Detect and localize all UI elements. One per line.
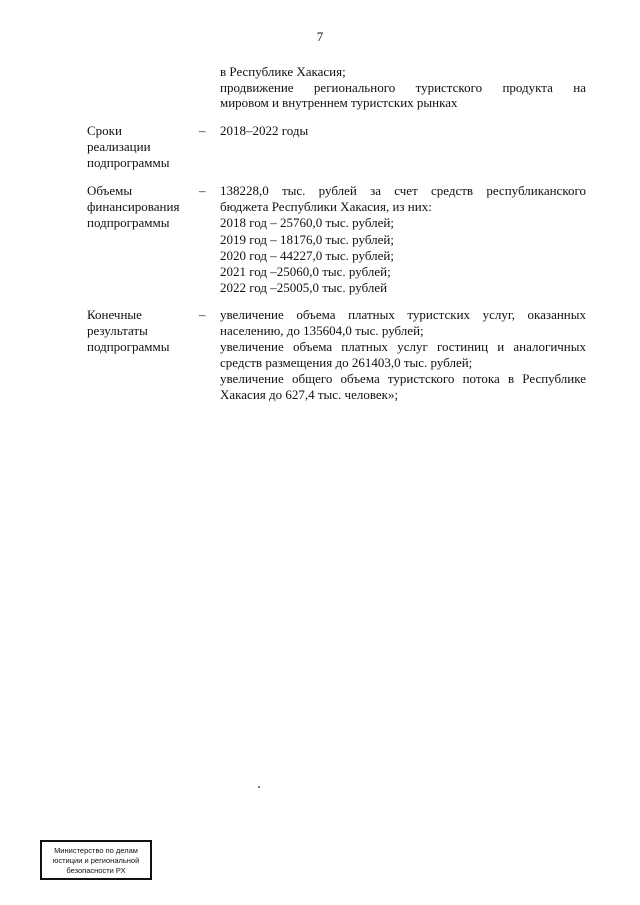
content-line: 138228,0 тыс. рублей за счет средств республиканского (220, 183, 586, 198)
content-line: бюджета Республики Хакасия, из них: (220, 199, 432, 215)
funding-content (220, 183, 586, 296)
content-line: 2018 год – 25760,0 тыс. рублей; (220, 215, 394, 231)
label-line: подпрограммы (87, 155, 170, 170)
label-line: Объемы (87, 183, 133, 198)
label-line: подпрограммы (87, 339, 170, 354)
label-line: Конечные (87, 307, 142, 322)
label-line: результаты (87, 323, 148, 338)
content-line: увеличение объема платных услуг гостиниц и аналогичных (220, 339, 586, 354)
label-line: подпрограммы (87, 215, 170, 230)
content-line: 2019 год – 18176,0 тыс. рублей; (220, 231, 394, 247)
content-line: средств размещения до 261403,0 тыс. рублей; (220, 355, 473, 370)
intro-line: мировом и внутреннем туристских рынках (220, 95, 458, 110)
label-line: реализации (87, 139, 151, 154)
results-content (220, 307, 586, 403)
intro-line: в Республике Хакасия; (220, 64, 346, 79)
stamp-line: Министерство по делам (54, 846, 138, 855)
funding-label (87, 183, 192, 231)
content-line: 2022 год –25005,0 тыс. рублей (220, 280, 388, 296)
dash-separator: – (199, 183, 206, 198)
timeline-label (87, 123, 192, 171)
label-line: финансирования (87, 199, 180, 214)
content-line: Хакасия до 627,4 тыс. человек»; (220, 387, 399, 402)
dash-separator: – (199, 307, 206, 322)
content-line: увеличение объема платных туристских услуг, оказанных (220, 307, 586, 322)
content-line: 2018–2022 годы (220, 123, 309, 138)
content-line: увеличение общего объема туристского потока в Республике (220, 371, 586, 386)
results-label (87, 307, 192, 355)
content-line: 2021 год –25060,0 тыс. рублей; (220, 264, 391, 280)
intro-paragraph (220, 64, 586, 111)
page-number: 7 (316, 29, 324, 44)
dash-separator: – (199, 123, 206, 138)
content-line: населению, до 135604,0 тыс. рублей; (220, 323, 424, 338)
label-line: Сроки (87, 123, 122, 138)
scan-speck (258, 786, 260, 788)
intro-line: продвижение регионального туристского продукта на (220, 79, 586, 95)
stamp-line: безопасности РХ (66, 866, 126, 875)
ministry-stamp (40, 840, 152, 880)
content-line: 2020 год – 44227,0 тыс. рублей; (220, 247, 394, 263)
timeline-content (220, 123, 586, 139)
stamp-line: юстиции и региональной (52, 856, 140, 865)
